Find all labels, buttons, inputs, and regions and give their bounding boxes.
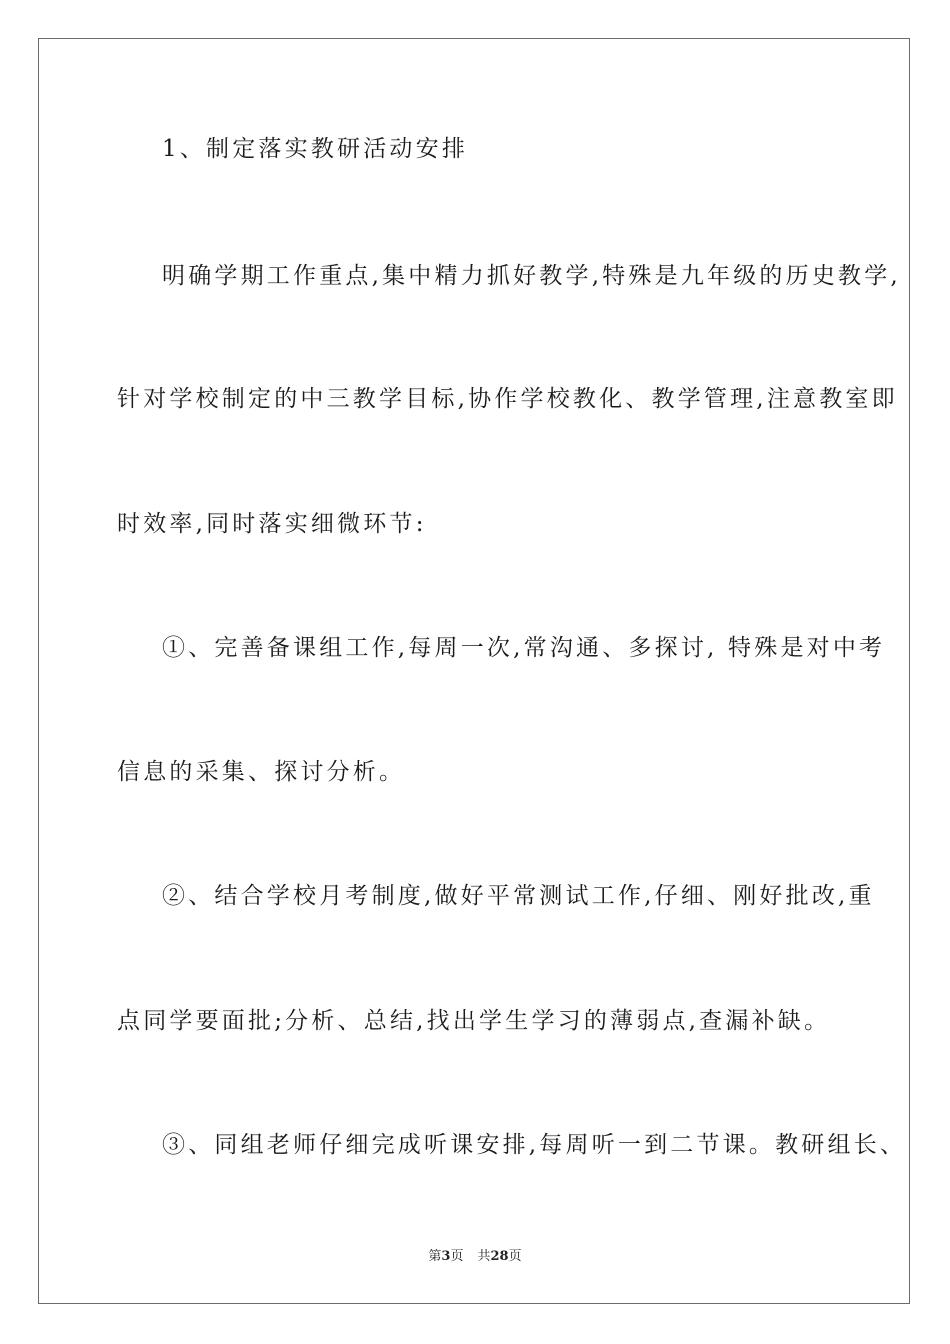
page-footer bbox=[0, 1248, 950, 1266]
total-pages: 28 bbox=[490, 1249, 509, 1264]
paragraph-line: 明确学期工作重点,集中精力抓好教学,特殊是九年级的历史教学, bbox=[162, 263, 901, 289]
page-number: 3 bbox=[441, 1249, 451, 1264]
paragraph-line: 点同学要面批;分析、总结,找出学生学习的薄弱点,查漏补缺。 bbox=[117, 1008, 831, 1034]
page-suffix: 页 bbox=[450, 1249, 464, 1264]
total-suffix: 页 bbox=[508, 1249, 522, 1264]
paragraph-line: 针对学校制定的中三教学目标,协作学校教化、教学管理,注意教室即 bbox=[117, 386, 898, 412]
total-prefix: 共 bbox=[477, 1249, 491, 1264]
paragraph-line: ③、同组老师仔细完成听课安排,每周听一到二节课。教研组长、 bbox=[162, 1132, 907, 1158]
paragraph-line: 信息的采集、探讨分析。 bbox=[117, 759, 406, 785]
section-heading: 1、制定落实教研活动安排 bbox=[162, 136, 469, 162]
page-border bbox=[38, 38, 910, 1304]
paragraph-line: ①、完善备课组工作,每周一次,常沟通、多探讨, 特殊是对中考 bbox=[162, 635, 886, 661]
paragraph-line: ②、结合学校月考制度,做好平常测试工作,仔细、刚好批改,重 bbox=[162, 883, 875, 909]
page-prefix: 第 bbox=[428, 1249, 442, 1264]
paragraph-line: 时效率,同时落实细微环节: bbox=[117, 511, 427, 537]
